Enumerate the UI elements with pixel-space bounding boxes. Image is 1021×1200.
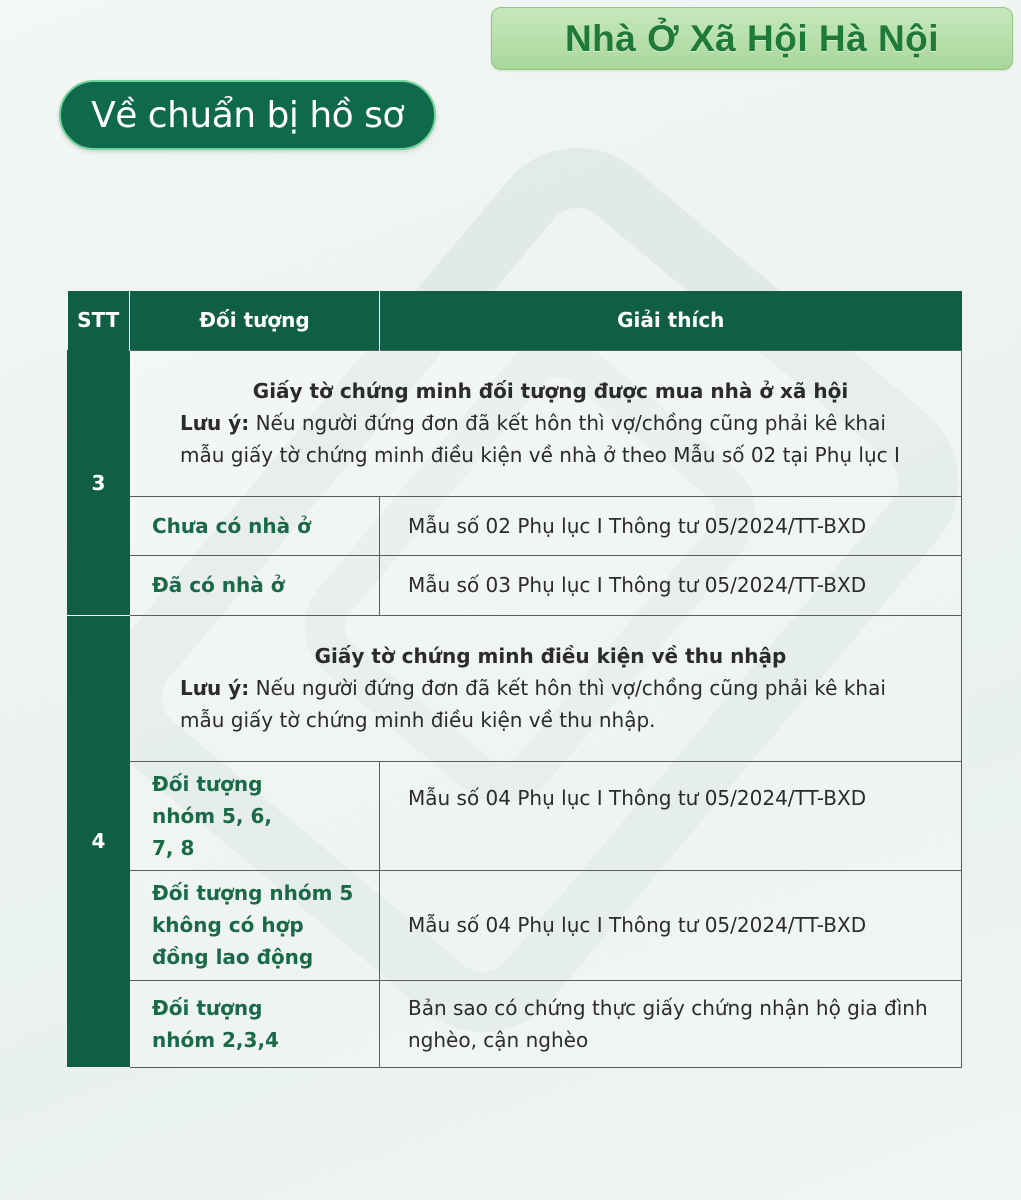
header-stt: STT	[68, 291, 130, 350]
stt-cell: 3	[68, 350, 130, 615]
section-cell	[130, 350, 962, 496]
document-requirements-table	[67, 291, 962, 1068]
section-title: Về chuẩn bị hồ sơ	[91, 94, 404, 136]
note-text: Nếu người đứng đơn đã kết hôn thì vợ/chồng cũng phải kê khai mẫu giấy tờ chứng minh điều kiện về nhà ở theo Mẫu số 02 tại Phụ lục I	[180, 411, 900, 467]
stt-cell: 4	[68, 615, 130, 1067]
table-row	[68, 980, 962, 1067]
description-cell: Mẫu số 04 Phụ lục I Thông tư 05/2024/TT-BXD	[380, 761, 962, 870]
note-text: Nếu người đứng đơn đã kết hôn thì vợ/chồng cũng phải kê khai mẫu giấy tờ chứng minh điều kiện về thu nhập.	[180, 676, 886, 732]
table-row	[68, 555, 962, 615]
table-header-row	[68, 291, 962, 350]
table-row	[68, 870, 962, 980]
subject-cell: Chưa có nhà ở	[130, 496, 380, 555]
brand-banner	[491, 7, 1013, 70]
description-cell: Mẫu số 02 Phụ lục I Thông tư 05/2024/TT-BXD	[380, 496, 962, 555]
table-row	[68, 496, 962, 555]
section-row	[68, 350, 962, 496]
section-heading: Giấy tờ chứng minh điều kiện về thu nhập	[314, 644, 787, 668]
section-title-pill	[59, 80, 436, 150]
subject-cell: Đối tượng nhóm 5, 6, 7, 8	[130, 761, 380, 870]
section-cell	[130, 615, 962, 761]
brand-title: Nhà Ở Xã Hội Hà Nội	[564, 17, 940, 59]
subject-cell: Đối tượng nhóm 2,3,4	[130, 980, 380, 1067]
description-cell: Mẫu số 03 Phụ lục I Thông tư 05/2024/TT-BXD	[380, 555, 962, 615]
description-cell: Bản sao có chứng thực giấy chứng nhận hộ gia đình nghèo, cận nghèo	[380, 980, 962, 1067]
header-explanation: Giải thích	[380, 291, 962, 350]
table-row	[68, 761, 962, 870]
subject-cell: Đối tượng nhóm 5 không có hợp đồng lao động	[130, 870, 380, 980]
subject-cell: Đã có nhà ở	[130, 555, 380, 615]
note-label: Lưu ý:	[180, 411, 250, 435]
note-label: Lưu ý:	[180, 676, 250, 700]
header-subject: Đối tượng	[130, 291, 380, 350]
section-heading: Giấy tờ chứng minh đối tượng được mua nhà ở xã hội	[252, 379, 849, 403]
section-row	[68, 615, 962, 761]
description-cell: Mẫu số 04 Phụ lục I Thông tư 05/2024/TT-BXD	[380, 870, 962, 980]
